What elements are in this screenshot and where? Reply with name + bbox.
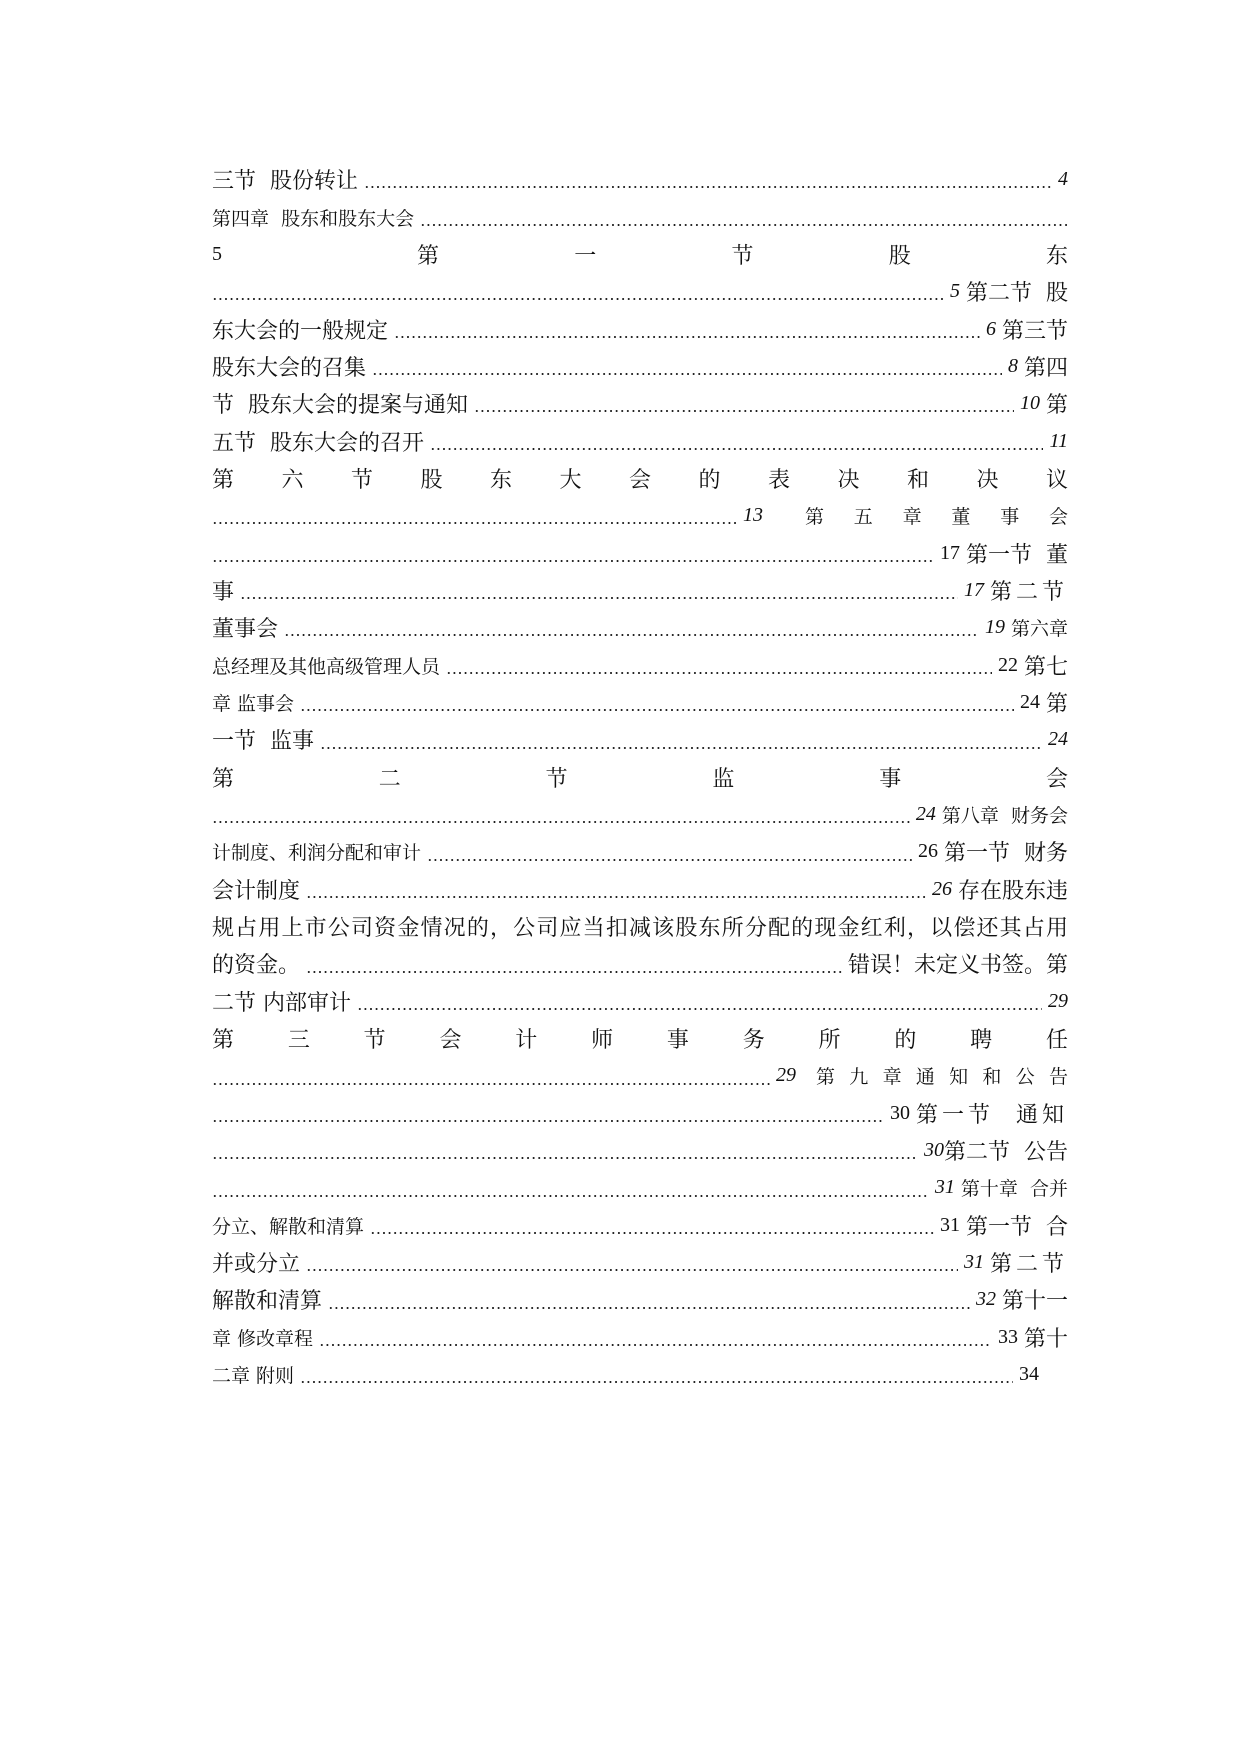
toc-entry-continuation: 第三节 [1001, 318, 1068, 344]
page-number: 24 [915, 803, 936, 826]
dot-leader [446, 646, 992, 683]
toc-line [212, 534, 1068, 571]
page-number: 26 [931, 877, 952, 900]
toc-entry-text: 会计制度 [212, 878, 301, 904]
page-number: 34 [1019, 1363, 1039, 1386]
dot-leader [430, 422, 1043, 459]
toc-entry-text: 东大会的一般规定 [212, 318, 389, 344]
dot-leader [372, 348, 1002, 385]
page-number: 24 [1019, 690, 1040, 713]
toc-entry-continuation: 第七 [1023, 654, 1068, 680]
page-number: 4 [1058, 168, 1068, 191]
dot-leader [300, 1356, 1013, 1393]
page-number: 22 [997, 653, 1018, 676]
page-number: 33 [997, 1325, 1018, 1348]
toc-line [212, 497, 1068, 534]
toc-spread-text: 第 九 章 通 知 和 公 告 [816, 1066, 1068, 1089]
toc-entry-text: 章 监事会 [212, 692, 295, 715]
toc-entry-text: 事 [212, 579, 235, 605]
page-number: 31 [963, 1251, 984, 1274]
page-number: 24 [1048, 728, 1068, 751]
page-number: 29 [1048, 989, 1068, 1012]
page-number: 30 [924, 1139, 944, 1162]
dot-leader [306, 945, 842, 982]
toc-line [212, 422, 1068, 459]
toc-line [212, 871, 1068, 908]
toc-line [212, 1281, 1068, 1318]
toc-line [212, 908, 1068, 945]
toc-line [212, 1095, 1068, 1132]
toc-line [212, 609, 1068, 646]
toc-line [212, 310, 1068, 347]
dot-leader [357, 983, 1042, 1020]
dot-leader [212, 796, 910, 833]
toc-entry-text: 二章 附则 [212, 1365, 295, 1388]
dot-leader [427, 833, 912, 870]
dot-leader [212, 1095, 884, 1132]
toc-entry-text: 三节 股份转让 [212, 169, 358, 195]
dot-leader [474, 385, 1014, 422]
toc-line [212, 1207, 1068, 1244]
toc-line [212, 1356, 1039, 1393]
toc-entry-text: 解散和清算 [212, 1289, 323, 1315]
page-number: 13 [743, 504, 763, 527]
toc-line [212, 1169, 1068, 1206]
dot-leader [212, 1057, 770, 1094]
toc-line [212, 1020, 1068, 1057]
toc-spread-text: 第 五 章 董 事 会 [805, 506, 1068, 529]
dot-leader [319, 1319, 992, 1356]
toc-entry-continuation: 第一节 通知 [916, 1102, 1068, 1128]
dot-leader [284, 609, 979, 646]
page-number: 31 [940, 1213, 960, 1236]
toc-spread-text: 第 二 节 监 事 会 [212, 766, 1068, 792]
toc-line [212, 759, 1068, 796]
toc-entry-continuation: 第一节 董 [966, 542, 1068, 568]
toc-line [212, 348, 1068, 385]
toc-entry-text: 总经理及其他高级管理人员 [212, 655, 441, 678]
dot-leader [212, 1132, 918, 1169]
toc-entry-text: 股东大会的召集 [212, 355, 367, 381]
toc-entry-text: 章 修改章程 [212, 1327, 314, 1350]
page-number: 6 [985, 317, 996, 340]
toc-line [212, 198, 1068, 235]
toc-line [212, 236, 1068, 273]
toc-entry-continuation: 第六章 [1010, 618, 1068, 641]
page-number: 26 [918, 840, 938, 863]
toc-entry-text: 一节 监事 [212, 729, 314, 755]
table-of-contents [212, 161, 1068, 1393]
dot-leader [300, 684, 1014, 721]
page-number: 30 [890, 1101, 910, 1124]
page-number: 31 [934, 1176, 955, 1199]
toc-spread-text: 第 一 节 股 东 [417, 243, 1068, 269]
page-number: 10 [1019, 392, 1040, 415]
dot-leader [420, 198, 1068, 235]
toc-entry-continuation: 第二节 公告 [944, 1140, 1068, 1166]
page-number: 32 [975, 1288, 996, 1311]
toc-line [212, 983, 1068, 1020]
toc-entry-continuation: 错误！未定义书签。第 [847, 953, 1068, 979]
toc-line [212, 833, 1068, 870]
toc-spread-text: 规占用上市公司资金情况的，公司应当扣减该股东所分配的现金红利，以偿还其占用 [212, 916, 1068, 942]
toc-line [212, 1319, 1068, 1356]
dot-leader [328, 1281, 970, 1318]
toc-line [212, 572, 1068, 609]
dot-leader [306, 871, 926, 908]
page-number: 17 [940, 541, 960, 564]
toc-entry-continuation: 第四 [1023, 355, 1068, 381]
toc-line [212, 945, 1068, 982]
page-number: 8 [1007, 354, 1018, 377]
dot-leader [212, 497, 737, 534]
toc-line [212, 273, 1068, 310]
toc-line [212, 646, 1068, 683]
toc-entry-continuation: 第 [1045, 393, 1068, 419]
page-number: 17 [963, 578, 984, 601]
toc-entry-text: 计制度、利润分配和审计 [212, 842, 422, 865]
dot-leader [306, 1244, 958, 1281]
toc-entry-text: 的资金。 [212, 953, 301, 979]
toc-line [212, 161, 1068, 198]
toc-entry-continuation: 第十章 合并 [960, 1178, 1068, 1201]
page-number: 11 [1049, 429, 1068, 452]
dot-leader [320, 721, 1042, 758]
page-number: 5 [212, 242, 222, 265]
toc-entry-text: 并或分立 [212, 1252, 301, 1278]
page-number: 5 [950, 280, 960, 303]
page-number: 19 [984, 616, 1005, 639]
toc-line [212, 460, 1068, 497]
toc-line [212, 796, 1068, 833]
toc-entry-continuation: 第二节 股 [966, 281, 1068, 307]
dot-leader [394, 310, 980, 347]
toc-entry-continuation: 存在股东违 [957, 878, 1068, 904]
toc-entry-text: 董事会 [212, 617, 279, 643]
dot-leader [212, 534, 934, 571]
toc-spread-text: 第 三 节 会 计 师 事 务 所 的 聘 任 [212, 1028, 1068, 1054]
toc-entry-continuation: 第 [1045, 691, 1068, 717]
toc-entry-continuation: 第十 [1023, 1326, 1068, 1352]
toc-spread-text: 第 六 节 股 东 大 会 的 表 决 和 决 议 [212, 467, 1068, 493]
toc-entry-continuation: 第一节 财务 [944, 841, 1068, 867]
dot-leader [212, 1169, 929, 1206]
page-number: 29 [776, 1064, 796, 1087]
toc-entry-continuation: 第十一 [1001, 1289, 1068, 1315]
toc-entry-continuation: 第一节 合 [966, 1214, 1068, 1240]
toc-entry-text: 五节 股东大会的召开 [212, 430, 424, 456]
toc-line [212, 684, 1068, 721]
toc-line [212, 1057, 1068, 1094]
toc-line [212, 721, 1068, 758]
dot-leader [370, 1207, 934, 1244]
dot-leader [212, 273, 944, 310]
toc-entry-continuation: 第二节 [989, 579, 1068, 605]
dot-leader [364, 161, 1052, 198]
toc-entry-text: 第四章 股东和股东大会 [212, 207, 415, 230]
dot-leader [240, 572, 958, 609]
toc-entry-text: 分立、解散和清算 [212, 1215, 365, 1238]
toc-entry-text: 二节 内部审计 [212, 990, 351, 1016]
toc-line [212, 1244, 1068, 1281]
toc-entry-continuation: 第二节 [989, 1252, 1068, 1278]
toc-entry-text: 节 股东大会的提案与通知 [212, 393, 468, 419]
toc-entry-continuation: 第八章 财务会 [941, 805, 1068, 828]
toc-line [212, 1132, 1068, 1169]
toc-line [212, 385, 1068, 422]
